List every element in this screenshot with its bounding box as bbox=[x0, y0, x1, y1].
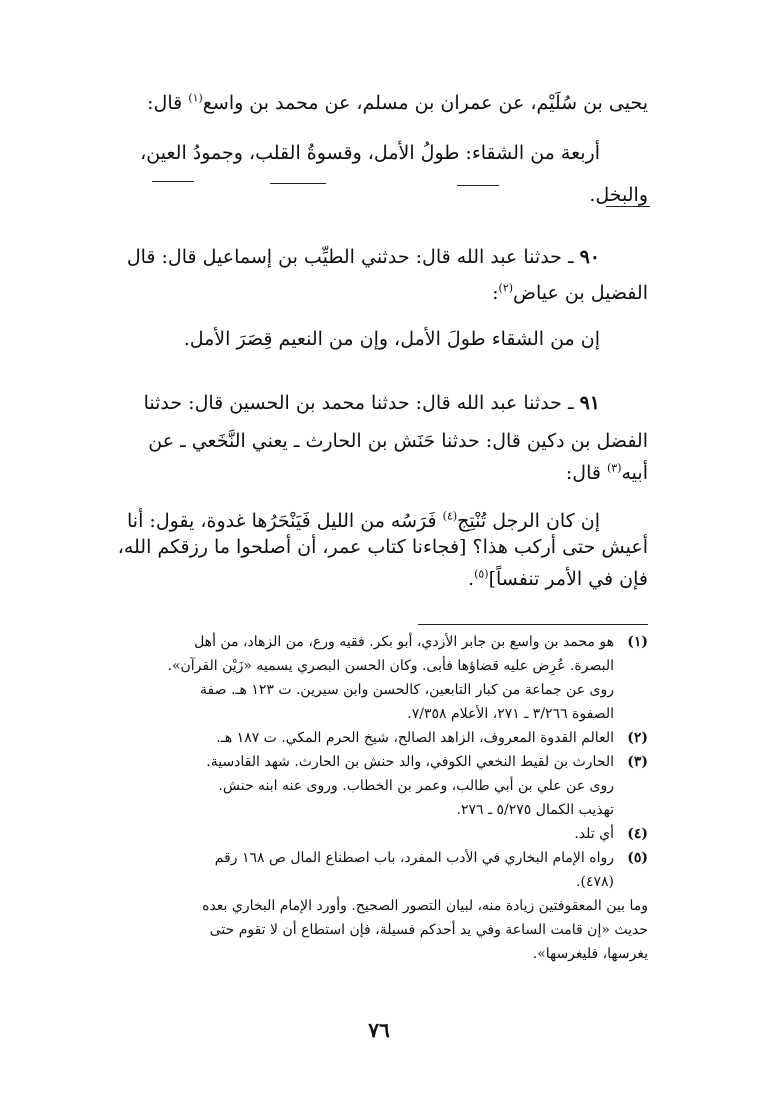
footnote-line: حديث «إن قامت الساعة وفي يد أحدكم فسيلة، فإن استطاع أن لا تقوم حتى bbox=[209, 922, 648, 938]
footnote-ref-3[interactable]: (٣) bbox=[606, 461, 622, 475]
footnote-4 bbox=[50, 822, 648, 846]
footnote-5-continuation bbox=[50, 894, 648, 966]
hadith-91-cont bbox=[50, 420, 648, 494]
footnote-1 bbox=[50, 630, 648, 726]
pen-underline-mark bbox=[457, 185, 499, 186]
hadith-91-quote-cont bbox=[50, 526, 648, 600]
hadith-91 bbox=[50, 382, 648, 424]
footnote-body bbox=[50, 630, 614, 726]
intro-quote-line-1: أربعة من الشقاء: طولُ الأمل، وقسوةُ القلب، وجمودُ العين، bbox=[140, 142, 600, 164]
footnote-label: (١) bbox=[627, 634, 648, 650]
footnote-2 bbox=[50, 726, 648, 750]
footnote-line: (٤٧٨). bbox=[576, 874, 614, 890]
pen-underline-mark bbox=[270, 183, 326, 184]
footnote-line: يغرسها، فليغرسها». bbox=[532, 946, 648, 962]
footnote-line: العالم القدوة المعروف، الزاهد الصالح، شيخ الحرم المكي. ت ١٨٧ هـ. bbox=[216, 730, 614, 746]
footnote-ref-1[interactable]: (١) bbox=[188, 91, 203, 105]
hadith-91-line-2: الفضل بن دكين قال: حدثنا حَنَش بن الحارث ـ يعني النَّخَعي ـ عن bbox=[148, 430, 648, 452]
hadith-90-line-1: ٩٠ ـ حدثنا عبد الله قال: حدثني الطيِّب بن إسماعيل قال: قال bbox=[126, 246, 600, 268]
footnote-line: رواه الإمام البخاري في الأدب المفرد، باب اصطناع المال ص ١٦٨ رقم bbox=[214, 850, 614, 866]
hadith-91-line-3: أبيه$^{(٣)}$ قال: bbox=[565, 461, 648, 484]
footnotes bbox=[50, 630, 648, 966]
hadith-91-quote-line-3: فإن في الأمر تنفساً]$^{(٥)}$. bbox=[468, 567, 648, 590]
footnote-ref-5[interactable]: (٥) bbox=[474, 567, 489, 581]
intro-quote bbox=[50, 132, 648, 174]
footnote-label: (٣) bbox=[627, 754, 648, 770]
footnote-5 bbox=[50, 846, 648, 894]
footnote-line: الصفوة ٣/٢٦٦ ـ ٢٧١، الأعلام ٧/٣٥٨. bbox=[407, 706, 614, 722]
pen-underline-mark bbox=[606, 206, 650, 207]
footnote-line: الحارث بن لقيط النخعي الكوفي، والد حنش بن الحارث. شهد القادسية. bbox=[206, 754, 614, 770]
hadith-number: ٩١ bbox=[579, 392, 600, 414]
hadith-91-line-1: ٩١ ـ حدثنا عبد الله قال: حدثنا محمد بن الحسين قال: حدثنا bbox=[143, 392, 600, 414]
intro-narration bbox=[50, 82, 648, 124]
footnote-ref-4[interactable]: (٤) bbox=[442, 509, 458, 523]
hadith-90-quote bbox=[50, 318, 648, 360]
intro-line-1: يحيى بن سُلَيْم، عن عمران بن مسلم، عن محمد بن واسع$^{(١)}$ قال: bbox=[147, 91, 648, 114]
footnote-body bbox=[50, 750, 614, 822]
footnote-body bbox=[50, 822, 614, 846]
hadith-number: ٩٠ bbox=[579, 246, 600, 268]
footnote-label: (٢) bbox=[627, 730, 648, 746]
footnote-line: هو محمد بن واسع بن جابر الأزدي، أبو بكر. فقيه ورع، من الزهاد، من أهل bbox=[194, 634, 614, 650]
hadith-91-quote-line-1: إن كان الرجل تُنْتِج$^{(٤)}$ فَرَسُه من الليل فَيَنْحَرُها غدوة، يقول: أنا bbox=[127, 509, 600, 532]
footnote-line: روى عن علي بن أبي طالب، وعمر بن الخطاب. وروى عنه ابنه حنش. bbox=[218, 778, 614, 794]
pen-underline-mark bbox=[152, 181, 194, 182]
hadith-91-quote-line-2: أعيش حتى أركب هذا؟ [فجاءنا كتاب عمر، أن أصلحوا ما رزقكم الله، bbox=[117, 536, 648, 558]
hadith-90-line-2: الفضيل بن عياض$^{(٢)}$: bbox=[492, 281, 648, 304]
footnote-separator bbox=[418, 624, 648, 625]
page-number: ٧٦ bbox=[368, 1018, 390, 1042]
footnote-label: (٤) bbox=[627, 826, 648, 842]
footnote-body bbox=[50, 726, 614, 750]
hadith-90-cont bbox=[50, 272, 648, 314]
footnote-ref-2[interactable]: (٢) bbox=[498, 281, 514, 295]
footnote-line: أي تلد. bbox=[574, 826, 614, 842]
footnote-3 bbox=[50, 750, 648, 822]
intro-quote-cont bbox=[50, 174, 648, 216]
intro-quote-line-2: والبخل. bbox=[589, 184, 648, 206]
footnote-label: (٥) bbox=[627, 850, 648, 866]
footnote-line: تهذيب الكمال ٥/٢٧٥ ـ ٢٧٦. bbox=[456, 802, 614, 818]
footnote-line: وما بين المعقوفتين زيادة منه، لبيان التصور الصحيح. وأورد الإمام البخاري بعده bbox=[202, 898, 648, 914]
footnote-line: روى عن جماعة من كبار التابعين، كالحسن وابن سيرين. ت ١٢٣ هـ. صفة bbox=[200, 682, 614, 698]
hadith-90-quote-line: إن من الشقاء طولَ الأمل، وإن من النعيم قِصَرَ الأمل. bbox=[183, 328, 600, 350]
footnote-line: البصرة. عُرِض عليه قضاؤها فأبى. وكان الحسن البصري يسميه «زَيْن القرآن». bbox=[167, 658, 614, 674]
footnote-body bbox=[50, 846, 614, 894]
